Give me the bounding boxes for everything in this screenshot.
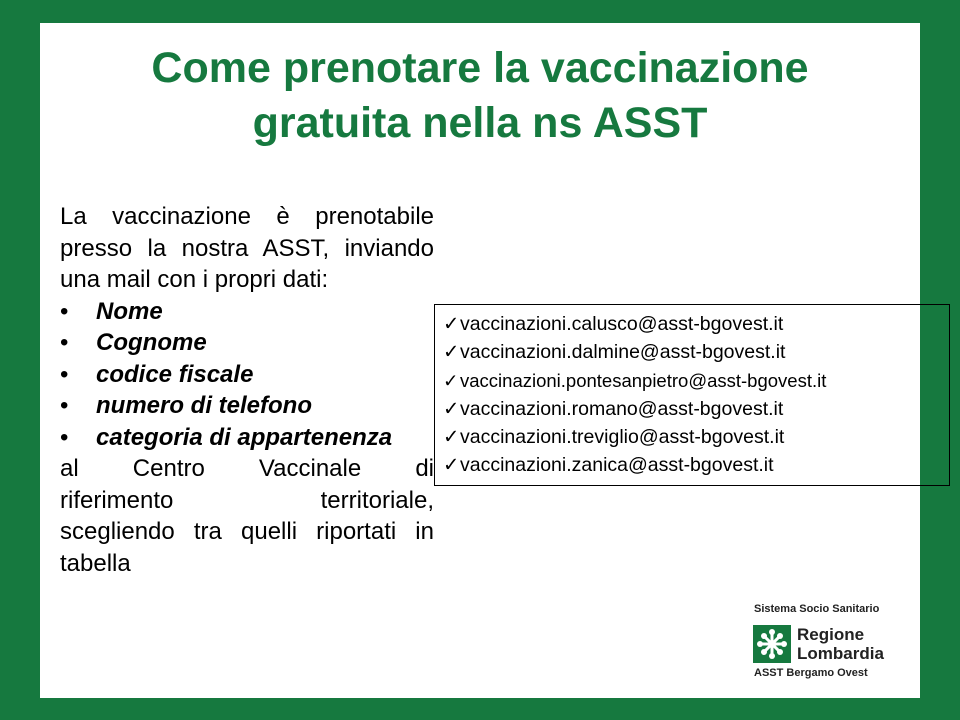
list-item-label: Nome xyxy=(96,297,163,325)
bullet-icon: • xyxy=(60,423,69,451)
outro-line-2: riferimento territoriale, xyxy=(60,486,434,514)
list-item xyxy=(60,390,434,422)
list-item xyxy=(60,359,434,391)
outro-paragraph: scegliendo tra quelli riportati in tabella xyxy=(60,518,434,577)
slide-title xyxy=(40,41,920,151)
regione-lombardia-logo xyxy=(748,603,908,683)
list-item xyxy=(60,327,434,359)
list-item-label: categoria di appartenenza xyxy=(96,423,393,451)
list-item-label: numero di telefono xyxy=(96,392,312,419)
body-text xyxy=(60,201,434,579)
checkmark-icon: ✓ xyxy=(443,426,460,449)
logo-name xyxy=(797,625,884,663)
checkmark-icon: ✓ xyxy=(443,341,460,364)
list-item-label: Cognome xyxy=(96,329,207,356)
email-row xyxy=(443,310,949,338)
email-address[interactable]: vaccinazioni.calusco@asst-bgovest.it xyxy=(460,313,784,335)
email-table xyxy=(434,304,950,486)
title-line-1: Come prenotare la vaccinazione xyxy=(151,44,809,92)
checkmark-icon: ✓ xyxy=(443,454,460,477)
email-row xyxy=(443,367,949,395)
logo-name-line-2: Lombardia xyxy=(797,644,884,663)
list-item-label: codice fiscale xyxy=(96,360,254,388)
logo-name-line-1: Regione xyxy=(797,625,865,644)
email-address[interactable]: vaccinazioni.dalmine@asst-bgovest.it xyxy=(460,341,786,364)
email-row xyxy=(443,451,949,479)
bullet-icon: • xyxy=(60,360,69,388)
slide xyxy=(40,23,920,698)
email-address[interactable]: vaccinazioni.romano@asst-bgovest.it xyxy=(460,397,784,420)
bullet-icon: • xyxy=(60,329,69,356)
email-row xyxy=(443,423,949,451)
title-line-2: gratuita nella ns ASST xyxy=(252,99,708,147)
bullet-icon: • xyxy=(60,392,69,419)
checkmark-icon: ✓ xyxy=(443,397,460,420)
email-address[interactable]: vaccinazioni.pontesanpietro@asst-bgovest.it xyxy=(460,369,827,391)
email-address[interactable]: vaccinazioni.treviglio@asst-bgovest.it xyxy=(460,426,785,449)
bullet-icon: • xyxy=(60,297,69,325)
logo-top-text: Sistema Socio Sanitario xyxy=(754,603,880,615)
checkmark-icon: ✓ xyxy=(443,313,460,335)
outro-line-1: al Centro Vaccinale di xyxy=(60,455,434,482)
email-row xyxy=(443,395,949,423)
rosa-camuna-icon xyxy=(753,625,791,663)
required-data-list xyxy=(60,296,434,454)
list-item xyxy=(60,296,434,328)
logo-bottom-text: ASST Bergamo Ovest xyxy=(754,667,868,679)
checkmark-icon: ✓ xyxy=(443,369,459,391)
email-row xyxy=(443,338,949,366)
email-address[interactable]: vaccinazioni.zanica@asst-bgovest.it xyxy=(460,454,774,477)
intro-paragraph: La vaccinazione è prenotabile presso la nostra ASST, inviando una mail con i propri dati: xyxy=(60,203,434,293)
list-item xyxy=(60,422,434,454)
